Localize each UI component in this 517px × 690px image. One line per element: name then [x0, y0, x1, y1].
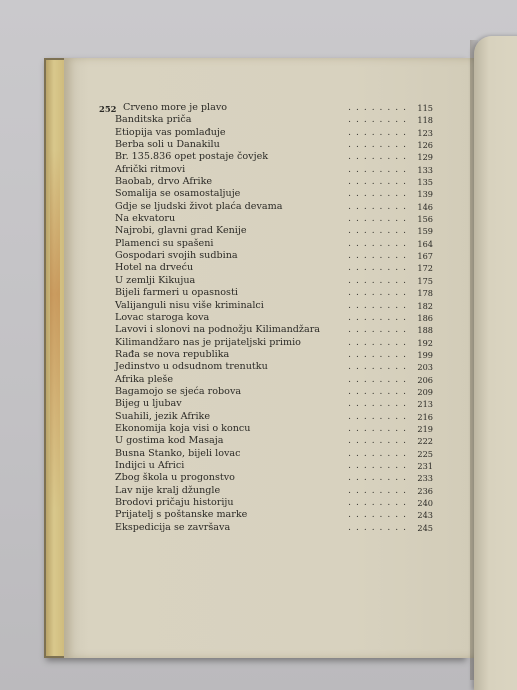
- toc-entry-page: 222: [417, 436, 433, 447]
- toc-entry-page: 159: [417, 226, 433, 237]
- toc-entry-page: 188: [417, 325, 433, 336]
- dot-leader: ........: [348, 436, 411, 447]
- dot-leader: ........: [348, 288, 411, 299]
- toc-entry: [103, 411, 433, 423]
- facing-page: [474, 36, 517, 690]
- dot-leader: ........: [348, 423, 411, 434]
- toc-entry-title: U gostima kod Masaja: [115, 435, 224, 447]
- toc-entry: [103, 448, 433, 460]
- dot-leader: ........: [348, 251, 411, 262]
- toc-entry-page: 231: [417, 460, 433, 471]
- toc-entry-title: Afrika pleše: [115, 373, 174, 385]
- toc-entry-title: Kilimandžaro nas je prijateljski primio: [115, 336, 301, 348]
- toc-entry: [103, 522, 433, 534]
- dot-leader: ........: [348, 460, 411, 471]
- toc-entry-page: 175: [417, 275, 433, 286]
- toc-entry-page: 209: [417, 386, 433, 397]
- toc-entry: [103, 102, 433, 114]
- dot-leader: ........: [348, 127, 411, 138]
- toc-entry: [103, 472, 433, 484]
- toc-entry-page: 126: [417, 140, 433, 151]
- toc-entry-title: Rađa se nova republika: [115, 348, 230, 360]
- toc-entry: [103, 324, 433, 336]
- toc-entry-page: 225: [417, 448, 433, 459]
- toc-entry-title: Plamenci su spašeni: [115, 237, 214, 249]
- toc-entry-title: Gdje se ljudski život plaća devama: [115, 200, 283, 212]
- dot-leader: ........: [348, 201, 411, 212]
- toc-entry: [103, 262, 433, 274]
- toc-entry-page: 172: [417, 263, 433, 274]
- toc-entry-title: Crveno more je plavo: [123, 102, 228, 113]
- dot-leader: ........: [348, 362, 411, 373]
- dot-leader: ........: [348, 312, 411, 323]
- dot-leader: ........: [348, 448, 411, 459]
- toc-entry-title: Bijeli farmeri u opasnosti: [115, 287, 238, 299]
- toc-entry-title: Somalija se osamostaljuje: [115, 188, 241, 200]
- toc-entry-title: Busna Stanko, bijeli lovac: [115, 447, 241, 459]
- toc-entry-title: Etiopija vas pomlađuje: [115, 126, 226, 138]
- toc-entry-title: U zemlji Kikujua: [115, 274, 196, 286]
- toc-entry: [103, 225, 433, 237]
- toc-entry-page: 245: [417, 522, 433, 533]
- toc-entry-title: Bijeg u ljubav: [115, 398, 182, 410]
- dot-leader: ........: [348, 411, 411, 422]
- toc-entry-title: Ekonomija koja visi o koncu: [115, 422, 251, 434]
- toc-entry-page: 186: [417, 312, 433, 323]
- toc-entry-page: 236: [417, 485, 433, 496]
- toc-entry-page: 118: [417, 115, 433, 126]
- dot-leader: ........: [348, 177, 411, 188]
- toc-entry-page: 129: [417, 152, 433, 163]
- toc-entry: [103, 151, 433, 163]
- toc-entry: [103, 164, 433, 176]
- dot-leader: ........: [348, 115, 411, 126]
- toc-entry-title: Baobab, drvo Afrike: [115, 176, 213, 188]
- page-number: 252: [99, 104, 117, 114]
- toc-entry: [103, 213, 433, 225]
- toc-entry: [103, 398, 433, 410]
- toc-entry: [103, 176, 433, 188]
- toc-entry-title: Lav nije kralj džungle: [115, 484, 221, 496]
- toc-entry-title: Hotel na drveću: [115, 262, 194, 274]
- toc-entry-page: 146: [417, 201, 433, 212]
- toc-entry-page: 213: [417, 399, 433, 410]
- toc-entry: [103, 201, 433, 213]
- toc-entry-page: 115: [417, 103, 433, 113]
- toc-entry-page: 123: [417, 127, 433, 138]
- dot-leader: ........: [348, 498, 411, 508]
- toc-entry-title: Brodovi pričaju historiju: [115, 497, 234, 508]
- toc-entry: [103, 435, 433, 447]
- toc-entry-page: 178: [417, 288, 433, 299]
- toc-entry-title: Berba soli u Danakilu: [115, 139, 220, 151]
- toc-entry: [103, 275, 433, 287]
- dot-leader: ........: [348, 349, 411, 360]
- toc-entry: [103, 460, 433, 472]
- toc-entry-page: 243: [417, 510, 433, 521]
- dot-leader: ........: [348, 189, 411, 200]
- toc-entry-page: 133: [417, 164, 433, 175]
- toc-entry-page: 203: [417, 362, 433, 373]
- toc-entry-title: Na ekvatoru: [115, 213, 176, 225]
- toc-entry-page: 156: [417, 214, 433, 225]
- dot-leader: ........: [348, 164, 411, 175]
- dot-leader: ........: [348, 140, 411, 151]
- toc-entry-title: Indijci u Africi: [115, 459, 185, 471]
- toc-entry: [103, 139, 433, 151]
- toc-entry-page: 139: [417, 189, 433, 200]
- toc-entry-page: 167: [417, 251, 433, 262]
- toc-entry-page: 182: [417, 300, 433, 311]
- toc-entry: [103, 423, 433, 435]
- dot-leader: ........: [348, 103, 411, 113]
- toc-entry-title: Gospodari svojih sudbina: [115, 250, 238, 262]
- toc-entry-title: Banditska priča: [115, 114, 192, 126]
- toc-entry: [103, 374, 433, 386]
- dot-leader: ........: [348, 399, 411, 410]
- toc-entry: [103, 238, 433, 250]
- toc-entry: [103, 287, 433, 299]
- dot-leader: ........: [348, 152, 411, 163]
- toc-entry-title: Ekspedicija se završava: [115, 521, 231, 533]
- toc-entry-page: 233: [417, 473, 433, 484]
- toc-entry: [103, 127, 433, 139]
- dot-leader: ........: [348, 473, 411, 484]
- toc-entry-title: Bagamojo se sjeća robova: [115, 385, 242, 397]
- dot-leader: ........: [348, 374, 411, 385]
- toc-entry-page: 240: [417, 498, 433, 508]
- toc-entry-title: Suahili, jezik Afrike: [115, 410, 211, 422]
- toc-entry-title: Afrički ritmovi: [115, 163, 186, 175]
- table-of-contents: [103, 102, 433, 534]
- dot-leader: ........: [348, 300, 411, 311]
- toc-entry: [103, 337, 433, 349]
- dot-leader: ........: [348, 325, 411, 336]
- toc-entry-page: 135: [417, 177, 433, 188]
- toc-entry: [103, 250, 433, 262]
- dot-leader: ........: [348, 485, 411, 496]
- dot-leader: ........: [348, 275, 411, 286]
- toc-entry: [103, 114, 433, 126]
- toc-entry-page: 219: [417, 423, 433, 434]
- dot-leader: ........: [348, 214, 411, 225]
- toc-entry-title: Lavovi i slonovi na podnožju Kilimandžara: [115, 324, 321, 336]
- dot-leader: ........: [348, 386, 411, 397]
- toc-entry: [103, 361, 433, 373]
- toc-entry-title: Br. 135.836 opet postaje čovjek: [115, 151, 269, 163]
- dot-leader: ........: [348, 337, 411, 348]
- toc-entry: [103, 349, 433, 361]
- toc-entry-title: Najrobi, glavni grad Kenije: [115, 225, 247, 237]
- toc-entry: [103, 509, 433, 521]
- toc-entry: [103, 386, 433, 398]
- toc-entry: [103, 188, 433, 200]
- toc-entry-title: Jedinstvo u odsudnom trenutku: [115, 361, 268, 373]
- dot-leader: ........: [348, 510, 411, 521]
- toc-entry: [103, 300, 433, 312]
- toc-entry-page: 164: [417, 238, 433, 249]
- dot-leader: ........: [348, 238, 411, 249]
- toc-entry-title: Lovac staroga kova: [115, 311, 210, 323]
- toc-entry-page: 206: [417, 374, 433, 385]
- toc-entry-title: Zbog škola u progonstvo: [115, 472, 235, 484]
- toc-entry-title: Valijanguli nisu više kriminalci: [115, 299, 264, 311]
- dot-leader: ........: [348, 226, 411, 237]
- toc-entry-page: 192: [417, 337, 433, 348]
- toc-entry: [103, 312, 433, 324]
- page-stain: [50, 150, 60, 510]
- toc-entry: [103, 485, 433, 497]
- toc-entry-page: 216: [417, 411, 433, 422]
- toc-entry-title: Prijatelj s poštanske marke: [115, 509, 248, 521]
- dot-leader: ........: [348, 263, 411, 274]
- toc-entry-page: 199: [417, 349, 433, 360]
- toc-entry: [103, 497, 433, 509]
- dot-leader: ........: [348, 522, 411, 533]
